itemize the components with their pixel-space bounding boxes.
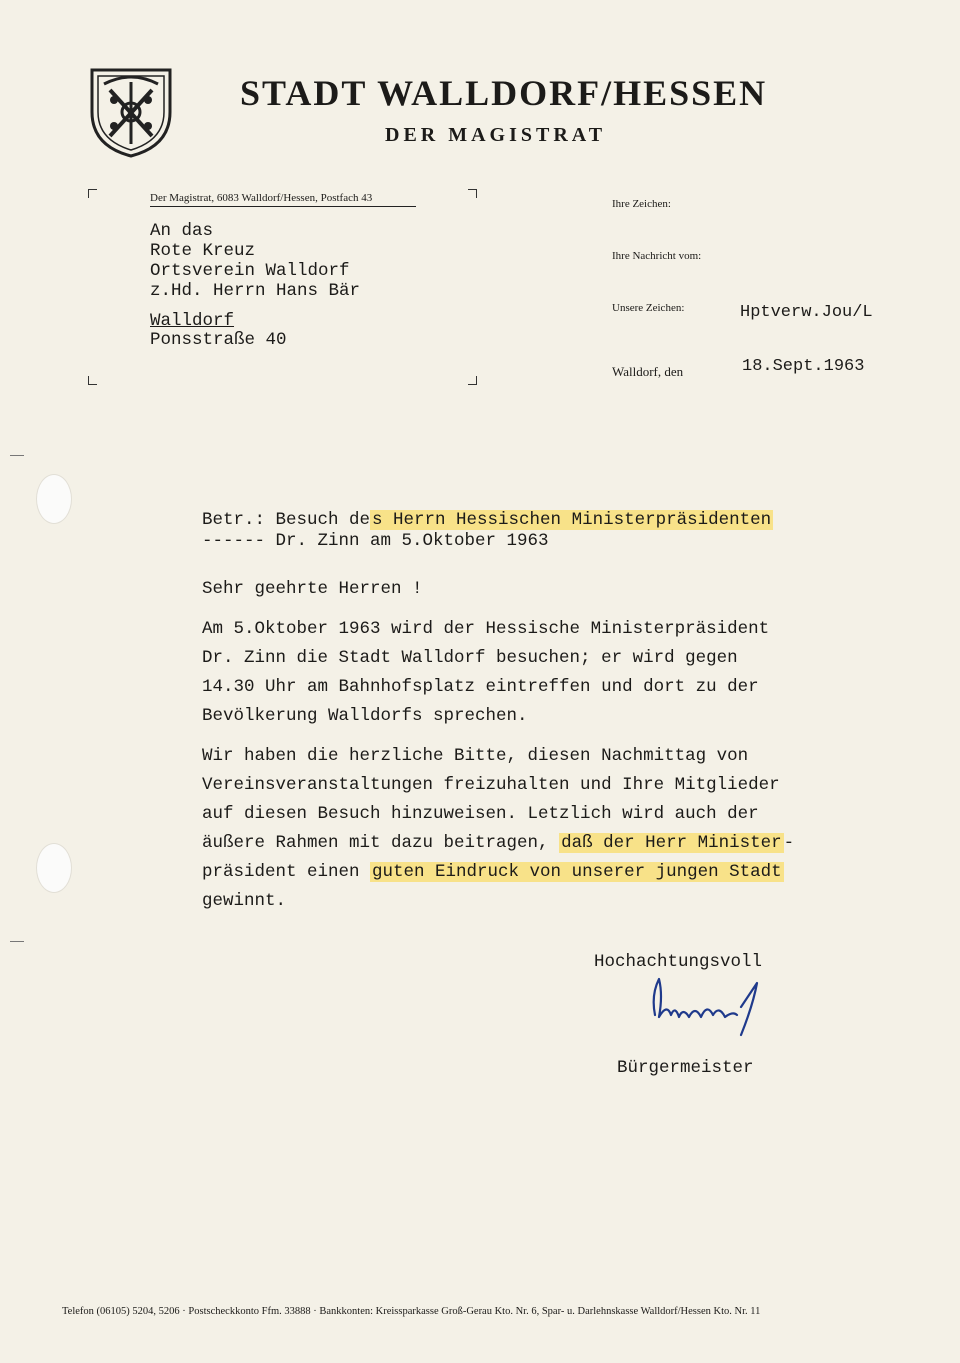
- recipient-line: Rote Kreuz: [150, 241, 256, 261]
- signature-title: Bürgermeister: [617, 1058, 754, 1078]
- paragraph-2-line: [202, 829, 794, 858]
- paragraph-2-text: präsident einen: [202, 862, 371, 882]
- recipient-line: An das: [150, 221, 214, 241]
- recipient-city: Walldorf: [150, 311, 235, 331]
- footer-bank-info: Telefon (06105) 5204, 5206 · Postscheckkonto Ffm. 33888 · Bankkonten: Kreissparkasse Groß-Gerau Kto. Nr. 6, Spar- u. Darlehnskasse Walldorf/Hessen Kto. Nr. 11: [62, 1306, 761, 1317]
- fold-mark: [10, 455, 24, 456]
- coat-of-arms-icon: [84, 64, 178, 160]
- date-value: 18.Sept.1963: [742, 357, 865, 376]
- date-label: Walldorf, den: [612, 364, 684, 379]
- window-corner-mark: [468, 189, 477, 198]
- paragraph-2-text: äußere Rahmen mit dazu beitragen,: [202, 833, 560, 853]
- paragraph-2-line: auf diesen Besuch hinzuweisen. Letzlich wird auch der: [202, 804, 759, 824]
- paragraph-2-line: Vereinsveranstaltungen freizuhalten und Ihre Mitglieder: [202, 775, 780, 795]
- paragraph-1-line: Bevölkerung Walldorfs sprechen.: [202, 706, 528, 726]
- recipient-street: Ponsstraße 40: [150, 330, 287, 350]
- fold-mark: [10, 941, 24, 942]
- subject-prefix: Betr.: Besuch de: [202, 510, 371, 530]
- paragraph-2-line: Wir haben die herzliche Bitte, diesen Nachmittag von: [202, 746, 749, 766]
- highlight-minister: daß der Herr Minister: [561, 833, 782, 853]
- hyphen: -: [783, 833, 795, 853]
- paragraph-1-line: Am 5.Oktober 1963 wird der Hessische Ministerpräsident: [202, 619, 770, 639]
- punch-hole: [36, 474, 72, 524]
- punch-hole: [36, 843, 72, 893]
- highlight-impression: guten Eindruck von unserer jungen Stadt: [372, 862, 782, 882]
- ihre-nachricht-label: Ihre Nachricht vom:: [612, 250, 702, 262]
- salutation: Sehr geehrte Herren !: [202, 579, 423, 599]
- recipient-line: z.Hd. Herrn Hans Bär: [150, 281, 361, 301]
- paragraph-1-line: Dr. Zinn die Stadt Walldorf besuchen; er wird gegen: [202, 648, 738, 668]
- ihre-zeichen-label: Ihre Zeichen:: [612, 198, 671, 210]
- subject-highlight: s Herrn Hessischen Ministerpräsidenten: [372, 510, 772, 530]
- handwritten-signature: [645, 965, 775, 1045]
- paragraph-1-line: 14.30 Uhr am Bahnhofsplatz eintreffen und dort zu der: [202, 677, 759, 697]
- subject-line-2: ------ Dr. Zinn am 5.Oktober 1963: [202, 531, 549, 551]
- letterhead-subtitle: DER MAGISTRAT: [385, 124, 607, 146]
- letterhead-title: STADT WALLDORF/HESSEN: [240, 73, 768, 113]
- paragraph-2-line: gewinnt.: [202, 891, 287, 911]
- window-corner-mark: [88, 189, 97, 198]
- window-corner-mark: [468, 376, 477, 385]
- unsere-zeichen-value: Hptverw.Jou/L: [740, 303, 873, 322]
- window-corner-mark: [88, 376, 97, 385]
- paragraph-2-line: [202, 858, 784, 887]
- recipient-line: Ortsverein Walldorf: [150, 261, 350, 281]
- sender-line: Der Magistrat, 6083 Walldorf/Hessen, Postfach 43: [150, 192, 416, 207]
- closing: Hochachtungsvoll: [594, 952, 763, 972]
- unsere-zeichen-label: Unsere Zeichen:: [612, 302, 685, 314]
